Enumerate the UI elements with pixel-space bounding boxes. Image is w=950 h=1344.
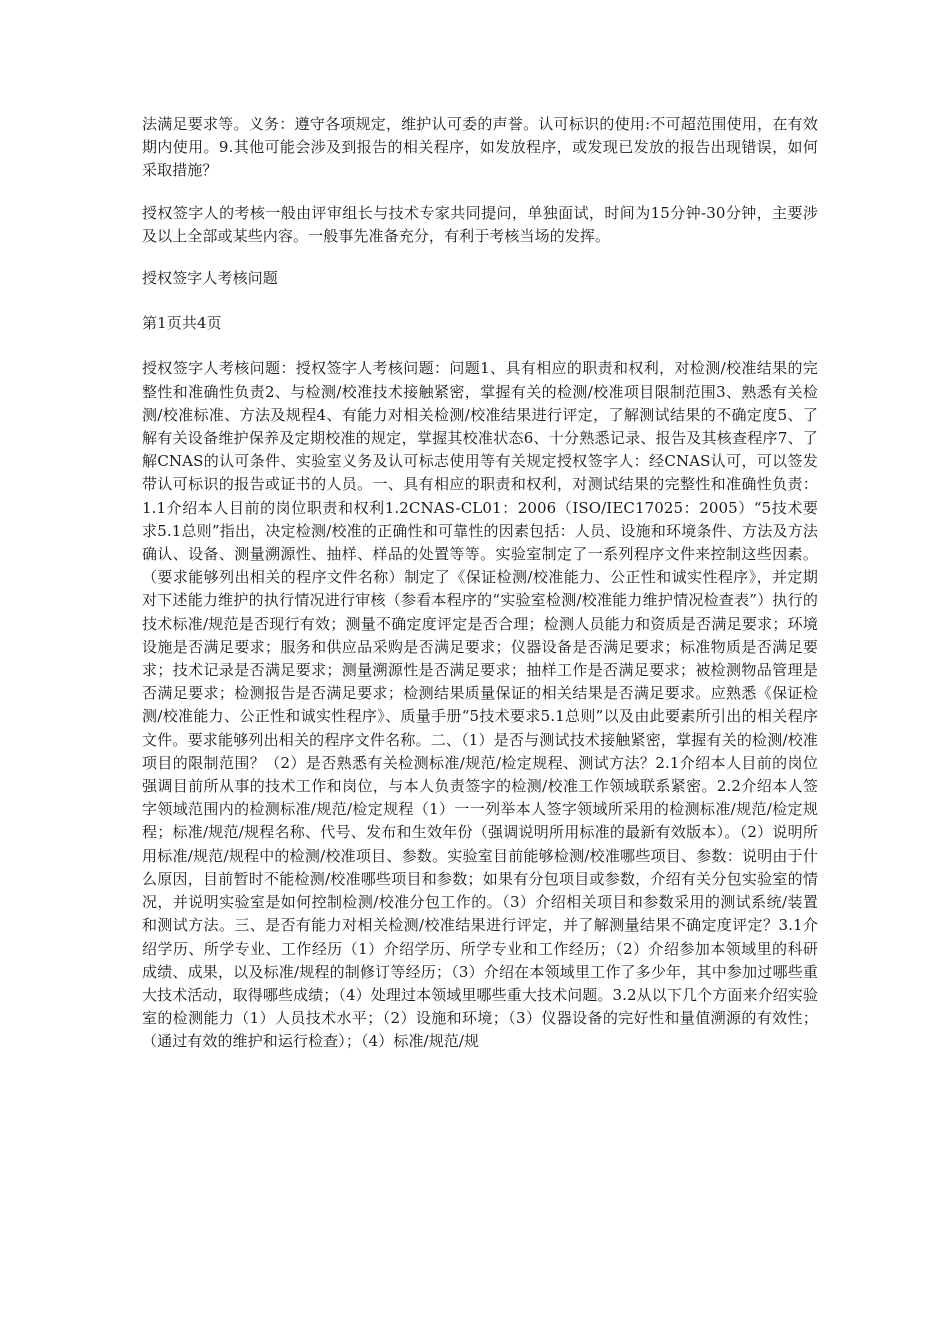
page-number: 第1页共4页 [142, 314, 222, 333]
paragraph-assessment-questions: 授权签字人考核问题：授权签字人考核问题：问题1、具有相应的职责和权利，对检测/校准结果的完整性和准确性负责2、与检测/校准技术接触紧密，掌握有关的检测/校准项目限制范围3、熟悉有关检测/校准标准、方法及规程4、有能力对相关检测/校准结果进行评定，了解测试结果的不确定度5、了解有关设备维护保养及定期校准的规定，掌握其校准状态6、十分熟悉记录、报告及其核查程序7、了解CNAS的认可条件、实验室义务及认可标志使用等有关规定授权签字人：经CNAS认可，可以签发带认可标识的报告或证书的人员。一、具有相应的职责和权利，对测试结果的完整性和准确性负责：1.1介绍本人目前的岗位职责和权利1.2CNAS-CL01：2006（ISO/IEC17025：2005）“5技术要求5.1总则”指出，决定检测/校准的正确性和可靠性的因素包括：人员、设施和环境条件、方法及方法确认、设备、测量溯源性、抽样、样品的处置等等。实验室制定了一系列程序文件来控制这些因素。（要求能够列出相关的程序文件名称）制定了《保证检测/校准能力、公正性和诚实性程序》，并定期对下述能力维护的执行情况进行审核（参看本程序的“实验室检测/校准能力维护情况检查表”）执行的技术标准/规范是否现行有效；测量不确定度评定是否合理；检测人员能力和资质是否满足要求；环境设施是否满足要求；服务和供应品采购是否满足要求；仪器设备是否满足要求；标准物质是否满足要求；技术记录是否满足要求；测量溯源性是否满足要求；抽样工作是否满足要求；被检测物品管理是否满足要求；检测报告是否满足要求；检测结果质量保证的相关结果是否满足要求。应熟悉《保证检测/校准能力、公正性和诚实性程序》、质量手册“5技术要求5.1总则”以及由此要素所引出的相关程序文件。要求能够列出相关的程序文件名称。二、（1）是否与测试技术接触紧密，掌握有关的检测/校准项目的限制范围？（2）是否熟悉有关检测标准/规范/检定规程、测试方法？2.1介绍本人目前的岗位强调目前所从事的技术工作和岗位，与本人负责签字的检测/校准工作领域联系紧密。2.2介绍本人签字领域范围内的检测标准/规范/检定规程（1）一一列举本人签字领域所采用的检测标准/规范/检定规程；标准/规范/规程名称、代号、发布和生效年份（强调说明所用标准的最新有效版本）。（2）说明所用标准/规范/规程中的检测/校准项目、参数。实验室目前能够检测/校准哪些项目、参数：说明由于什么原因，目前暂时不能检测/校准哪些项目和参数；如果有分包项目或参数，介绍有关分包实验室的情况，并说明实验室是如何控制检测/校准分包工作的。（3）介绍相关项目和参数采用的测试系统/装置和测试方法。三、是否有能力对相关检测/校准结果进行评定，并了解测量结果不确定度评定？3.1介绍学历、所学专业、工作经历（1）介绍学历、所学专业和工作经历；（2）介绍参加本领域里的科研成绩、成果，以及标准/规程的制修订等经历；（3）介绍在本领域里工作了多少年，其中参加过哪些重大技术活动，取得哪些成绩；（4）处理过本领域里哪些重大技术问题。3.2从以下几个方面来介绍实验室的检测能力（1）人员技术水平；（2）设施和环境；（3）仪器设备的完好性和量值溯源的有效性；（通过有效的维护和运行检查）；（4）标准/规范/规 [142, 359, 818, 1051]
document-page [142, 113, 818, 1054]
section-heading: 授权签字人考核问题 [142, 269, 278, 288]
paragraph-assessment-method: 授权签字人的考核一般由评审组长与技术专家共同提问，单独面试，时间为15分钟-30分钟，主要涉及以上全部或某些内容。一般事先准备充分，有利于考核当场的发挥。 [142, 203, 818, 245]
paragraph-obligations: 法满足要求等。义务：遵守各项规定，维护认可委的声誉。认可标识的使用:不可超范围使用，在有效期内使用。9.其他可能会涉及到报告的相关程序，如发放程序，或发现已发放的报告出现错误，如何采取措施？ [142, 115, 818, 180]
